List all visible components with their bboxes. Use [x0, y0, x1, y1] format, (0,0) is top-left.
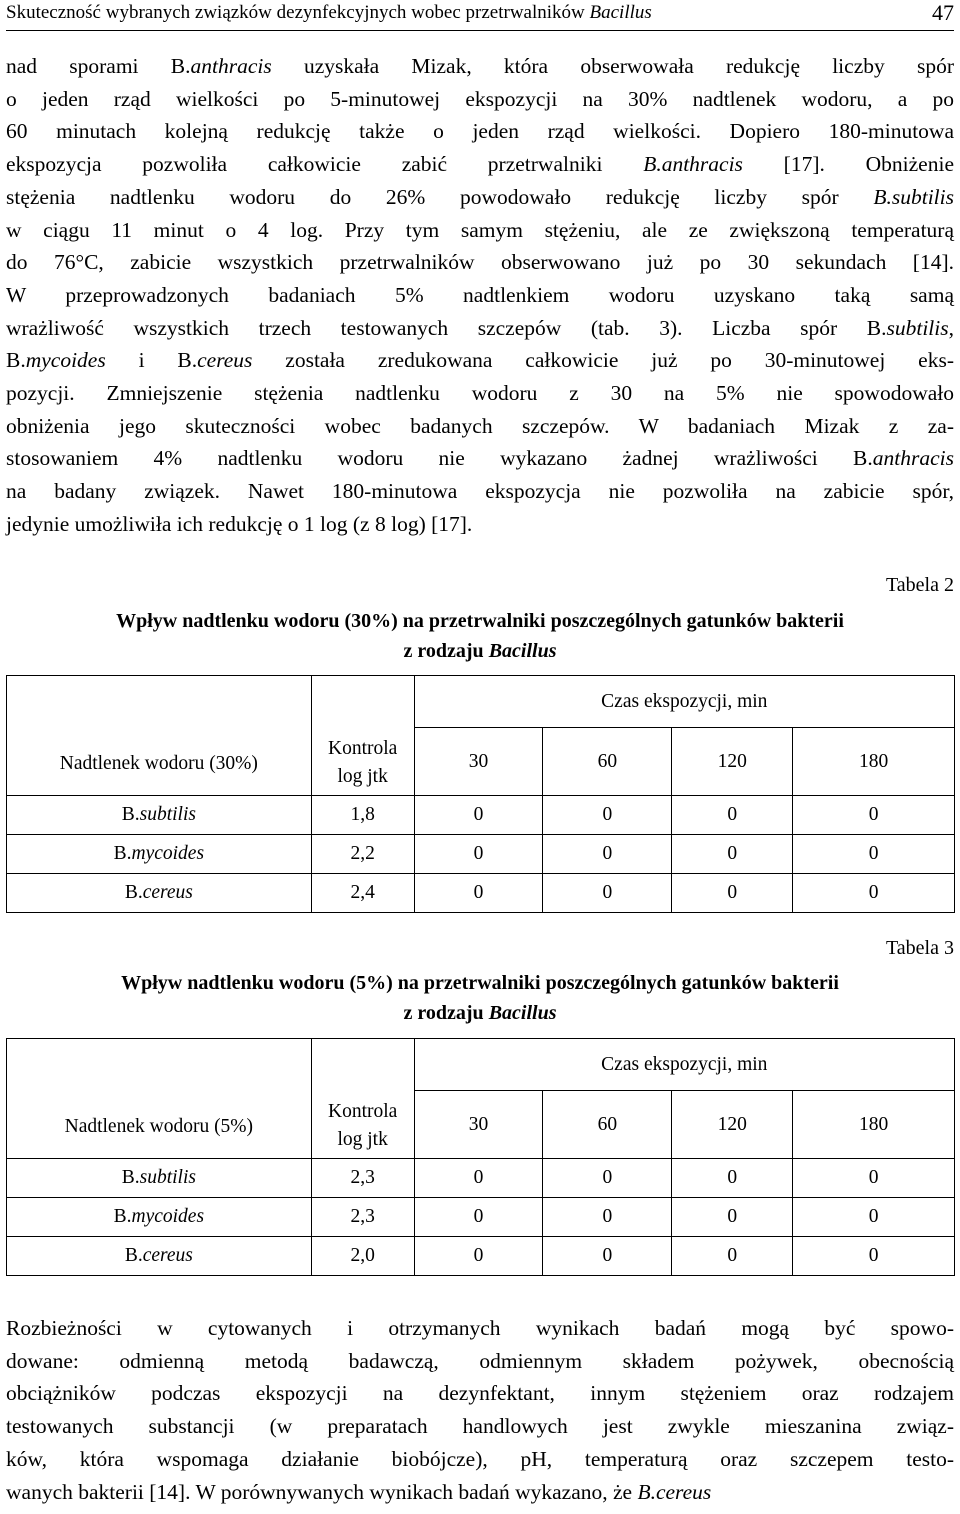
species-cell: B.mycoides [7, 835, 312, 874]
table-2-label: Tabela 2 [885, 574, 954, 596]
table-row [7, 874, 955, 913]
species-cell: B.cereus [7, 1237, 312, 1276]
time-header: 60 [543, 728, 672, 796]
species-cell: B.subtilis [7, 1159, 312, 1198]
table-row [7, 1237, 955, 1276]
value-cell: 0 [414, 874, 543, 913]
running-title: Skuteczność wybranych związków dezynfekcyjnych wobec przetrwalników Bacillus [6, 2, 652, 23]
running-header [6, 0, 954, 31]
exposure-time-header: Czas ekspozycji, min [414, 1039, 954, 1091]
control-cell: 1,8 [311, 796, 414, 835]
text-line: wanych bakterii [14]. W porównywanych wynikach badań wykazano, że B.cereus [6, 1479, 712, 1504]
time-header: 120 [672, 728, 793, 796]
value-cell: 0 [793, 874, 955, 913]
time-header: 120 [672, 1091, 793, 1159]
body-paragraph-2 [6, 1312, 954, 1508]
value-cell: 0 [793, 1237, 955, 1276]
value-cell: 0 [793, 1159, 955, 1198]
species-cell: B.subtilis [7, 796, 312, 835]
text-line: stosowaniem 4% nadtlenku wodoru nie wykazano żadnej wrażliwości B.anthracis [6, 446, 954, 471]
table-row [7, 1159, 955, 1198]
control-cell: 2,2 [311, 835, 414, 874]
row-header-label: Nadtlenek wodoru (5%) [7, 1039, 312, 1159]
table-2-title: Wpływ nadtlenku wodoru (30%) na przetrwalniki poszczególnych gatunków bakterii z rodzaju Bacillus [116, 610, 844, 662]
text-line: na badany związek. Nawet 180-minutowa ekspozycja nie pozwoliła na zabicie spór, [6, 479, 954, 504]
row-header-label: Nadtlenek wodoru (30%) [7, 676, 312, 796]
value-cell: 0 [672, 1159, 793, 1198]
species-cell: B.cereus [7, 874, 312, 913]
text-line: obciążników podczas ekspozycji na dezynfektant, innym stężeniem oraz rodzajem [6, 1381, 954, 1406]
text-line: o jeden rząd wielkości po 5-minutowej ekspozycji na 30% nadtlenek wodoru, a po [6, 86, 954, 111]
value-cell: 0 [672, 874, 793, 913]
value-cell: 0 [793, 835, 955, 874]
time-header: 30 [414, 728, 543, 796]
value-cell: 0 [672, 1237, 793, 1276]
text-line: Rozbieżności w cytowanych i otrzymanych wynikach badań mogą być spowo- [6, 1316, 954, 1340]
value-cell: 0 [543, 835, 672, 874]
text-line: testowanych substancji (w preparatach handlowych jest zwykle mieszanina związ- [6, 1414, 954, 1439]
value-cell: 0 [414, 1159, 543, 1198]
time-header: 60 [543, 1091, 672, 1159]
text-line: ków, która wspomaga działanie biobójcze), pH, temperaturą oraz szczepem testo- [6, 1446, 954, 1471]
control-cell: 2,3 [311, 1198, 414, 1237]
text-line: nad sporami B.anthracis uzyskała Mizak, która obserwowała redukcję liczby spór [6, 54, 954, 78]
value-cell: 0 [414, 796, 543, 835]
value-cell: 0 [543, 796, 672, 835]
value-cell: 0 [672, 1198, 793, 1237]
value-cell: 0 [672, 835, 793, 874]
value-cell: 0 [543, 1237, 672, 1276]
text-line: dowane: odmienną metodą badawczą, odmiennym składem pożywek, obecnością [6, 1348, 954, 1373]
text-line: 60 minutach kolejną redukcję także o jeden rząd wielkości. Dopiero 180-minutowa [6, 119, 954, 144]
control-header: Kontrola log jtk [311, 676, 414, 796]
table-2 [6, 675, 955, 913]
species-cell: B.mycoides [7, 1198, 312, 1237]
table-row [7, 1198, 955, 1237]
text-line: jedynie umożliwiła ich redukcję o 1 log (z 8 log) [17]. [6, 511, 473, 536]
value-cell: 0 [793, 796, 955, 835]
text-line: pozycji. Zmniejszenie stężenia nadtlenku wodoru z 30 na 5% nie spowodowało [6, 381, 954, 406]
text-line: stężenia nadtlenku wodoru do 26% powodowało redukcję liczby spór B.subtilis [6, 184, 954, 209]
page-number: 47 [932, 0, 954, 25]
value-cell: 0 [414, 835, 543, 874]
value-cell: 0 [543, 1198, 672, 1237]
table-3 [6, 1038, 955, 1276]
body-paragraph-1 [6, 50, 954, 541]
text-line: B.mycoides i B.cereus została zredukowana całkowicie już po 30-minutowej eks- [6, 348, 954, 373]
time-header: 30 [414, 1091, 543, 1159]
table-3-title: Wpływ nadtlenku wodoru (5%) na przetrwalniki poszczególnych gatunków bakterii z rodzaju Bacillus [121, 972, 839, 1024]
control-cell: 2,0 [311, 1237, 414, 1276]
text-line: obniżenia jego skuteczności wobec badanych szczepów. W badaniach Mizak z za- [6, 413, 954, 438]
time-header: 180 [793, 728, 955, 796]
text-line: wrażliwość wszystkich trzech testowanych szczepów (tab. 3). Liczba spór B.subtilis, [6, 315, 954, 340]
value-cell: 0 [414, 1237, 543, 1276]
time-header: 180 [793, 1091, 955, 1159]
text-line: W przeprowadzonych badaniach 5% nadtlenkiem wodoru uzyskano taką samą [6, 282, 954, 307]
text-line: do 76°C, zabicie wszystkich przetrwalników obserwowano już po 30 sekundach [14]. [6, 250, 954, 275]
value-cell: 0 [543, 1159, 672, 1198]
text-line: ekspozycja pozwoliła całkowicie zabić przetrwalniki B.anthracis [17]. Obniżenie [6, 152, 954, 177]
table-row [7, 796, 955, 835]
control-cell: 2,4 [311, 874, 414, 913]
control-header: Kontrola log jtk [311, 1039, 414, 1159]
exposure-time-header: Czas ekspozycji, min [414, 676, 954, 728]
value-cell: 0 [414, 1198, 543, 1237]
value-cell: 0 [793, 1198, 955, 1237]
text-line: w ciągu 11 minut o 4 log. Przy tym samym stężeniu, ale ze zwiększoną temperaturą [6, 217, 954, 242]
value-cell: 0 [672, 796, 793, 835]
table-row [7, 835, 955, 874]
value-cell: 0 [543, 874, 672, 913]
table-3-label: Tabela 3 [885, 937, 954, 959]
control-cell: 2,3 [311, 1159, 414, 1198]
